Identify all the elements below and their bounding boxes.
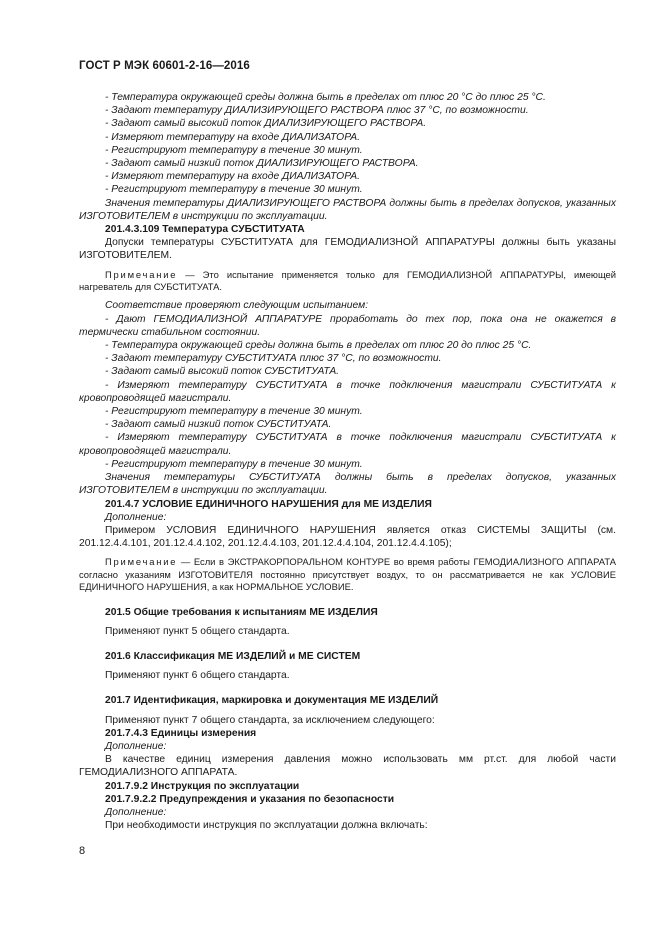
note-text: — Если в ЭКСТРАКОРПОРАЛЬНОМ КОНТУРЕ во время работы ГЕМОДИАЛИЗНОГО АППАРАТА согласно указаниям ИЗГОТОВИТЕЛЯ постоянно присутствует воздух, то он рассматривается не как УСЛОВИЕ ЕДИНИЧНОГО НАРУШЕНИЯ, а как НОРМАЛЬНОЕ УСЛОВИЕ. xyxy=(79,556,616,593)
paragraph: - Измеряют температуру СУБСТИТУАТА в точке подключения магистрали СУБСТИТУАТА к кровопроводящей магистрали. xyxy=(79,379,616,404)
paragraph: Значения температуры СУБСТИТУАТА должны быть в пределах допусков, указанных ИЗГОТОВИТЕЛЕМ в инструкции по эксплуатации. xyxy=(79,472,616,497)
paragraph: - Задают самый высокий поток ДИАЛИЗИРУЮЩЕГО РАСТВОРА. xyxy=(105,118,427,130)
section-heading: 201.5 Общие требования к испытаниям МЕ ИЗДЕЛИЯ xyxy=(105,606,378,618)
paragraph: Применяют пункт 6 общего стандарта. xyxy=(105,670,290,682)
section-heading: 201.6 Классификация МЕ ИЗДЕЛИЙ и МЕ СИСТЕМ xyxy=(105,650,361,662)
paragraph: - Задают самый низкий поток СУБСТИТУАТА. xyxy=(105,419,332,431)
paragraph: - Регистрируют температуру в течение 30 минут. xyxy=(105,406,363,418)
section-heading: 201.7 Идентификация, маркировка и документация МЕ ИЗДЕЛИЙ xyxy=(105,695,439,707)
paragraph: Значения температуры ДИАЛИЗИРУЮЩЕГО РАСТВОРА должны быть в пределах допусков, указанных ИЗГОТОВИТЕЛЕМ в инструкции по эксплуатации. xyxy=(79,197,616,222)
note-label: Примечание xyxy=(105,268,178,280)
paragraph: - Измеряют температуру на входе ДИАЛИЗАТОРА. xyxy=(105,171,360,183)
paragraph: - Температура окружающей среды должна быть в пределах от плюс 20 °С до плюс 25 °С. xyxy=(105,92,546,103)
paragraph: - Задают самый низкий поток ДИАЛИЗИРУЮЩЕГО РАСТВОРА. xyxy=(105,158,419,170)
paragraph: - Задают температуру СУБСТИТУАТА плюс 37 °С, по возможности. xyxy=(105,353,442,365)
note xyxy=(79,269,616,294)
paragraph: - Регистрируют температуру в течение 30 минут. xyxy=(105,184,363,196)
paragraph: - Регистрируют температуру в течение 30 минут. xyxy=(105,458,363,470)
paragraph: Допуски температуры СУБСТИТУАТА для ГЕМОДИАЛИЗНОЙ АППАРАТУРЫ должны быть указаны ИЗГОТОВИТЕЛЕМ. xyxy=(79,237,616,262)
document-header: ГОСТ Р МЭК 60601-2-16—2016 xyxy=(79,60,250,72)
paragraph: Дополнение: xyxy=(105,740,167,752)
paragraph: Примером УСЛОВИЯ ЕДИНИЧНОГО НАРУШЕНИЯ является отказ СИСТЕМЫ ЗАЩИТЫ (см. 201.12.4.4.101, 201.12.4.4.102, 201.12.4.4.103, 201.12.4.4.104, 201.12.4.4.105); xyxy=(79,524,616,550)
document-body xyxy=(79,91,616,832)
note-text: — Это испытание применяется только для ГЕМОДИАЛИЗНОЙ АППАРАТУРЫ, имеющей нагреватель для СУБСТИТУАТА. xyxy=(79,268,616,293)
paragraph: - Задают самый высокий поток СУБСТИТУАТА. xyxy=(105,366,340,378)
paragraph: - Дают ГЕМОДИАЛИЗНОЙ АППАРАТУРЕ проработать до тех пор, пока она не окажется в термически стабильном состоянии. xyxy=(79,313,616,338)
paragraph: В качестве единиц измерения давления можно использовать мм рт.ст. для любой части ГЕМОДИАЛИЗНОГО АППАРАТА. xyxy=(79,754,616,779)
page-number: 8 xyxy=(79,845,86,857)
paragraph: - Задают температуру ДИАЛИЗИРУЮЩЕГО РАСТВОРА плюс 37 °С, по возможности. xyxy=(105,105,529,117)
paragraph: - Измеряют температуру на входе ДИАЛИЗАТОРА. xyxy=(105,131,360,143)
paragraph: Дополнение: xyxy=(105,806,167,818)
note xyxy=(79,556,616,593)
paragraph: Применяют пункт 5 общего стандарта. xyxy=(105,625,290,637)
paragraph: - Температура окружающей среды должна быть в пределах от плюс 20 до плюс 25 °С. xyxy=(105,340,532,352)
paragraph: Применяют пункт 7 общего стандарта, за исключением следующего: xyxy=(105,714,435,726)
paragraph: Соответствие проверяют следующим испытанием: xyxy=(105,300,369,312)
section-heading: 201.7.4.3 Единицы измерения xyxy=(105,727,257,739)
paragraph: - Регистрируют температуру в течение 30 минут. xyxy=(105,144,363,156)
section-heading: 201.4.7 УСЛОВИЕ ЕДИНИЧНОГО НАРУШЕНИЯ для МЕ ИЗДЕЛИЯ xyxy=(105,498,432,510)
section-heading: 201.7.9.2 Инструкция по эксплуатации xyxy=(105,780,300,792)
paragraph: При необходимости инструкция по эксплуатации должна включать: xyxy=(105,820,428,832)
paragraph: Дополнение: xyxy=(105,511,167,523)
note-label: Примечание xyxy=(105,556,178,568)
section-heading: 201.4.3.109 Температура СУБСТИТУАТА xyxy=(105,224,305,236)
section-heading: 201.7.9.2.2 Предупреждения и указания по безопасности xyxy=(105,793,395,805)
paragraph: - Измеряют температуру СУБСТИТУАТА в точке подключения магистрали СУБСТИТУАТА к кровопроводящей магистрали. xyxy=(79,432,616,457)
